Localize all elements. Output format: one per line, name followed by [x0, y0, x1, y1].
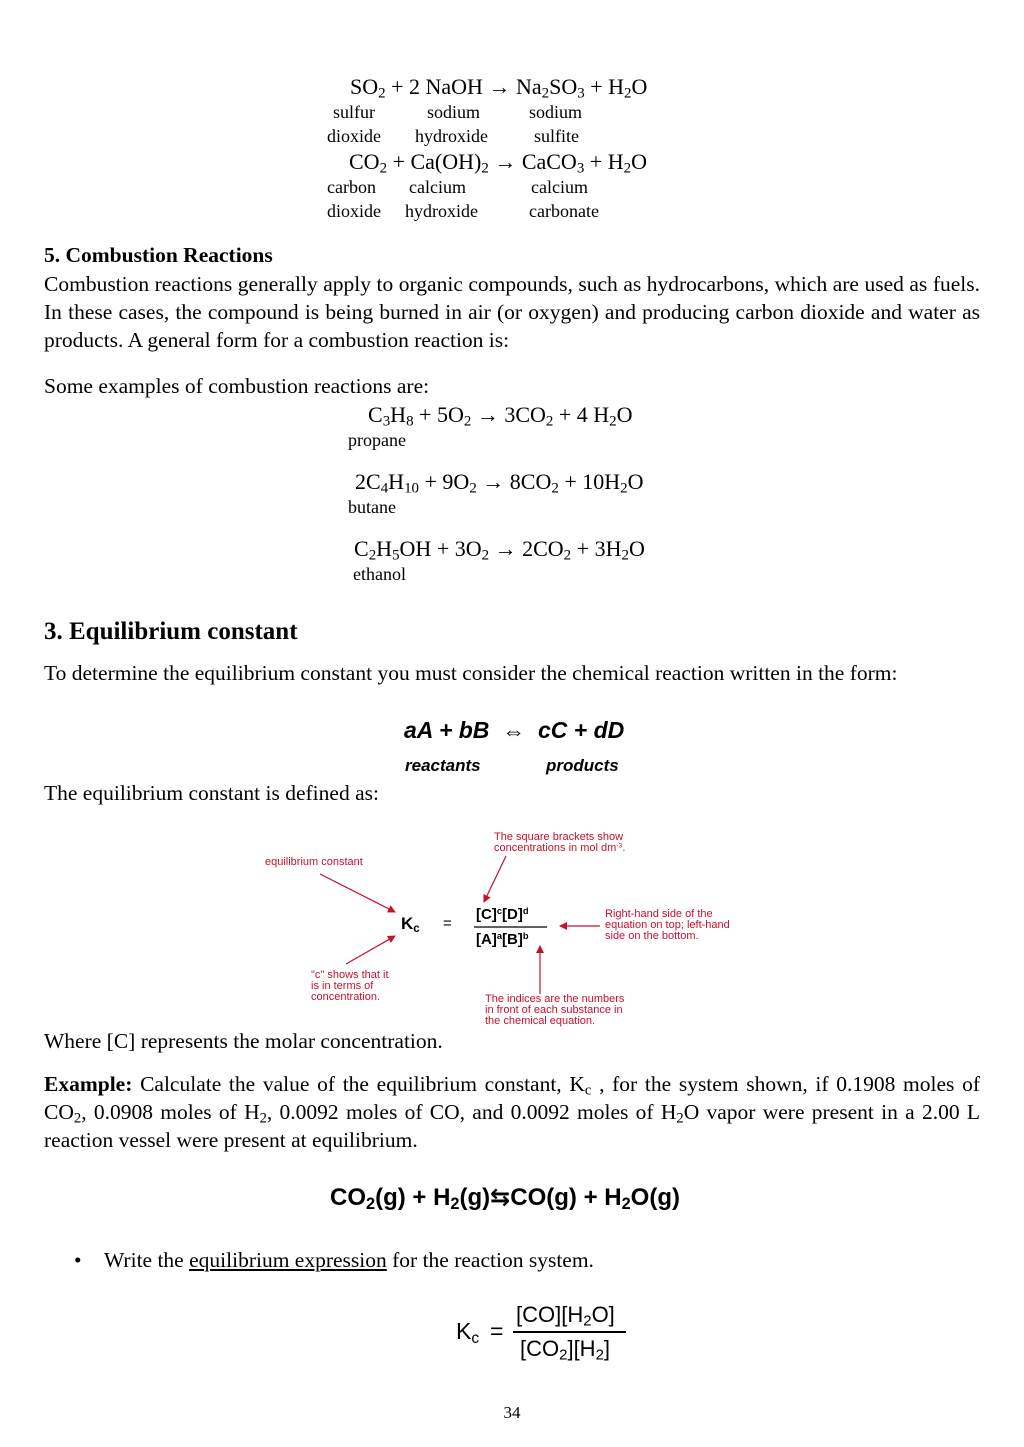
- kc-expr-numerator: $[CO][H_2O]$: [516, 1302, 615, 1330]
- label-dioxide-2: dioxide: [327, 201, 381, 221]
- annotation-square-brackets: The square brackets show concentrations in mol $dm^{-3}$.: [494, 831, 626, 854]
- reaction-propane: $C_3H_8 + 5O_2 \to 3CO_2 + 4$ $H_2O$: [368, 402, 633, 430]
- annotation-right-hand-side: Right-hand side of the equation on top; left-hand side on the bottom.: [605, 908, 730, 942]
- equilibrium-reaction: $CO_2(g)$ + $H_2(g)⇆CO(g) + H_2O(g)$: [330, 1184, 680, 1214]
- label-hydroxide-2: hydroxide: [405, 201, 478, 221]
- reaction-ethanol: $C_2H_5OH + 3O_2 \to 2CO_2 + 3H_2O$: [354, 536, 645, 564]
- page-number: 34: [503, 1403, 521, 1422]
- annotation-c-concentration: "c" shows that it is in terms of concentration.: [311, 969, 389, 1003]
- equilibrium-expression-link[interactable]: equilibrium expression: [189, 1248, 387, 1272]
- label-hydroxide: hydroxide: [415, 126, 488, 146]
- label-carbon: carbon: [327, 177, 376, 197]
- arrow-brackets: [484, 856, 506, 902]
- bullet-item: • Write the equilibrium expression for the reaction system.: [74, 1248, 594, 1272]
- label-products: products: [546, 756, 619, 775]
- label-reactants: reactants: [405, 756, 481, 775]
- label-ethanol: ethanol: [353, 564, 406, 584]
- section-heading-combustion: 5. Combustion Reactions: [44, 243, 273, 267]
- molar-concentration-note: Where [C] represents the molar concentration.: [44, 1029, 443, 1053]
- kc-symbol: $K_c$: [401, 914, 420, 935]
- reaction-co2-caoh2: $CO_2 + Ca(OH)_2$ → CaCO$_3$ + $H_2O$: [349, 149, 647, 177]
- label-dioxide: dioxide: [327, 126, 381, 146]
- label-carbonate: carbonate: [529, 201, 599, 221]
- label-calcium: calcium: [409, 177, 466, 197]
- kc-expr-fraction-bar: [513, 1331, 626, 1333]
- reaction-so2-naoh: $SO_2 + 2$ NaOH → $Na_2SO_3 + H_2O$: [350, 74, 648, 102]
- equilibrium-intro: To determine the equilibrium constant you must consider the chemical reaction written in the form:: [44, 661, 898, 685]
- combustion-examples-intro: Some examples of combustion reactions are:: [44, 374, 430, 398]
- section-heading-equilibrium: 3. Equilibrium constant: [44, 618, 298, 645]
- kc-equals: =: [443, 915, 452, 932]
- label-calcium-2: calcium: [531, 177, 588, 197]
- kc-expr-denominator: $[CO_2][H_2]$: [520, 1336, 611, 1364]
- label-sulfite: sulfite: [534, 126, 579, 146]
- combustion-paragraph: Combustion reactions generally apply to organic compounds, such as hydrocarbons, which are used as fuels. In these cases, the compound is being burned in air (or oxygen) and producing carbon dioxide and water as products. A general form for a combustion reaction is:: [44, 272, 980, 352]
- arrow-eqconst: [320, 874, 395, 912]
- label-sodium-2: sodium: [529, 102, 583, 122]
- kc-expr-equals: =: [490, 1318, 504, 1344]
- label-sulfur: sulfur: [333, 102, 375, 122]
- annotation-equilibrium-constant: equilibrium constant: [265, 856, 363, 868]
- kc-expression: [456, 1298, 636, 1366]
- equilibrium-defined-as: The equilibrium constant is defined as:: [44, 781, 379, 805]
- bullet-icon: •: [74, 1248, 82, 1272]
- arrow-c-concentration: [346, 936, 395, 964]
- label-propane: propane: [348, 430, 406, 450]
- kc-definition-diagram: [250, 826, 780, 1031]
- kc-numerator: $[C]^c[D]^d$: [476, 905, 529, 923]
- general-equilibrium-equation: aA + bB ⇔ cC + dD: [404, 717, 625, 743]
- label-sodium: sodium: [427, 102, 481, 122]
- kc-denominator: $[A]^a[B]^b$: [476, 930, 529, 948]
- reaction-butane: $2C_4H_{10} + 9O_2 \to 8CO_2 + 10H_2O$: [355, 469, 644, 497]
- example-paragraph: Example: Calculate the value of the equilibrium constant, $K_c$ , for the system shown, if 0.1908 moles of $CO_2$, 0.0908 moles of $H_2$, 0.0092 moles of CO, and 0.0092 moles of $H_2O$ vapor were present in a 2.00 L reaction vessel were present at equilibrium.: [44, 1072, 980, 1152]
- example-label: Example:: [44, 1072, 133, 1096]
- annotation-indices: The indices are the numbers in front of each substance in the chemical equation.: [485, 993, 625, 1027]
- kc-expr-symbol: $K_c$: [456, 1318, 480, 1347]
- label-butane: butane: [348, 497, 396, 517]
- reversible-arrow-icon: ⇆: [490, 1184, 511, 1211]
